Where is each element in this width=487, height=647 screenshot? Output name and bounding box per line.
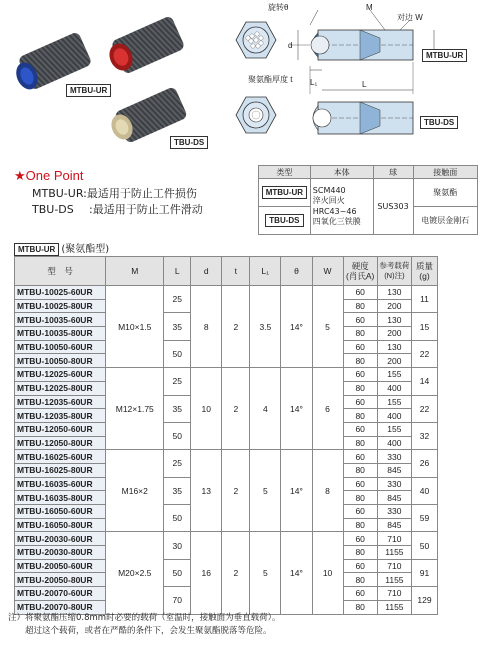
table-row — [15, 368, 438, 382]
m-cell: M20×2.5 — [106, 532, 164, 614]
theta-cell: 14° — [281, 450, 312, 532]
product-photos — [0, 0, 210, 155]
dim-t-label: 聚氨酯厚度 t — [248, 75, 293, 84]
load-cell: 845 — [377, 518, 411, 532]
mass-cell: 22 — [412, 340, 438, 367]
hardness-cell: 60 — [343, 450, 377, 464]
l-cell: 70 — [164, 587, 191, 614]
t-cell: 2 — [222, 450, 250, 532]
t-cell: 2 — [222, 286, 250, 368]
dim-l-label: L — [362, 80, 367, 89]
theta-cell: 14° — [281, 532, 312, 614]
mtbu-drawing-label: MTBU-UR — [422, 49, 467, 62]
l1-cell: 5 — [250, 532, 281, 614]
l-cell: 25 — [164, 286, 191, 313]
model-cell: MTBU-12050-80UR — [15, 436, 106, 450]
hardness-cell: 60 — [343, 587, 377, 601]
hardness-cell: 60 — [343, 313, 377, 327]
front-view-mtbu — [236, 22, 276, 58]
spec-header-t: t — [222, 257, 250, 286]
mat-type-mtbu: MTBU-UR — [259, 179, 311, 207]
hardness-cell: 60 — [343, 422, 377, 436]
load-cell: 710 — [377, 532, 411, 546]
dim-w-label: 对边 W — [397, 13, 423, 22]
hardness-cell: 60 — [343, 477, 377, 491]
hardness-cell: 80 — [343, 436, 377, 450]
mass-cell: 15 — [412, 313, 438, 340]
load-cell: 400 — [377, 436, 411, 450]
spec-header-w: W — [312, 257, 343, 286]
one-point-box — [14, 168, 254, 217]
model-cell: MTBU-16035-60UR — [15, 477, 106, 491]
model-cell: MTBU-12035-60UR — [15, 395, 106, 409]
theta-cell: 14° — [281, 368, 312, 450]
model-cell: MTBU-20030-80UR — [15, 546, 106, 560]
model-cell: MTBU-16025-80UR — [15, 463, 106, 477]
load-cell: 710 — [377, 587, 411, 601]
model-cell: MTBU-20050-60UR — [15, 559, 106, 573]
model-cell: MTBU-10050-80UR — [15, 354, 106, 368]
mass-cell: 91 — [412, 559, 438, 586]
l-cell: 35 — [164, 313, 191, 340]
l-cell: 25 — [164, 450, 191, 477]
load-cell: 1155 — [377, 600, 411, 614]
l-cell: 35 — [164, 395, 191, 422]
mass-cell: 22 — [412, 395, 438, 422]
model-cell: MTBU-20050-80UR — [15, 573, 106, 587]
dim-d-label: d — [288, 41, 293, 50]
spec-header-l: L — [164, 257, 191, 286]
load-cell: 155 — [377, 368, 411, 382]
hardness-cell: 80 — [343, 463, 377, 477]
spec-header-l1: L₁ — [250, 257, 281, 286]
model-cell: MTBU-12025-60UR — [15, 368, 106, 382]
hardness-cell: 60 — [343, 368, 377, 382]
l1-cell: 4 — [250, 368, 281, 450]
load-cell: 155 — [377, 422, 411, 436]
material-table — [258, 165, 478, 235]
hardness-cell: 80 — [343, 409, 377, 423]
l-cell: 35 — [164, 477, 191, 504]
mass-cell: 50 — [412, 532, 438, 559]
model-cell: MTBU-20070-80UR — [15, 600, 106, 614]
load-cell: 400 — [377, 381, 411, 395]
load-cell: 200 — [377, 299, 411, 313]
mat-header-ball: 球 — [373, 166, 413, 179]
table-row — [15, 532, 438, 546]
w-cell: 6 — [312, 368, 343, 450]
footnote-line-2: 超过这个载荷，或者在严酷的条件下，会发生聚氨酯脱落等危险。 — [8, 626, 272, 636]
mat-body: SCM440 淬火回火 HRC43~46 四氧化三铁膜 — [310, 179, 373, 235]
d-cell: 8 — [191, 286, 222, 368]
model-cell: MTBU-16050-60UR — [15, 505, 106, 519]
side-view-tbu — [313, 102, 413, 134]
hardness-cell: 60 — [343, 395, 377, 409]
load-cell: 200 — [377, 327, 411, 341]
l-cell: 50 — [164, 505, 191, 532]
mass-cell: 26 — [412, 450, 438, 477]
spec-header-theta: θ — [281, 257, 312, 286]
front-view-tbu — [236, 97, 276, 133]
load-cell: 130 — [377, 313, 411, 327]
spec-header-model: 型 号 — [15, 257, 106, 286]
footnote — [8, 612, 280, 638]
hardness-cell: 80 — [343, 518, 377, 532]
screw-red-photo — [105, 15, 185, 75]
model-cell: MTBU-10025-60UR — [15, 286, 106, 300]
spec-table — [14, 256, 438, 615]
load-cell: 845 — [377, 463, 411, 477]
load-cell: 845 — [377, 491, 411, 505]
model-cell: MTBU-10035-80UR — [15, 327, 106, 341]
d-cell: 16 — [191, 532, 222, 614]
l-cell: 25 — [164, 368, 191, 395]
theta-cell: 14° — [281, 286, 312, 368]
model-cell: MTBU-12035-80UR — [15, 409, 106, 423]
technical-drawing — [210, 0, 487, 158]
mass-cell: 59 — [412, 505, 438, 532]
hardness-cell: 80 — [343, 491, 377, 505]
hardness-cell: 80 — [343, 327, 377, 341]
t-cell: 2 — [222, 368, 250, 450]
m-cell: M12×1.75 — [106, 368, 164, 450]
mat-contact-tbu: 电镀层金刚石 — [413, 207, 477, 235]
model-cell: MTBU-10025-80UR — [15, 299, 106, 313]
one-point-line-1: MTBU-UR:最适用于防止工件损伤 — [32, 187, 197, 200]
hardness-cell: 80 — [343, 573, 377, 587]
hardness-cell: 80 — [343, 299, 377, 313]
model-cell: MTBU-12050-60UR — [15, 422, 106, 436]
l1-cell: 3.5 — [250, 286, 281, 368]
t-cell: 2 — [222, 532, 250, 614]
hardness-cell: 80 — [343, 600, 377, 614]
spec-header-hardness: 硬度 (肖氏A) — [343, 257, 377, 286]
l-cell: 50 — [164, 422, 191, 449]
mass-cell: 129 — [412, 587, 438, 614]
load-cell: 130 — [377, 340, 411, 354]
mat-type-tbu: TBU-DS — [259, 207, 311, 235]
dim-m-label: M — [366, 3, 373, 12]
hardness-cell: 60 — [343, 559, 377, 573]
model-cell: MTBU-16050-80UR — [15, 518, 106, 532]
tbu-drawing-label: TBU-DS — [420, 116, 458, 129]
one-point-line-2: TBU-DS :最适用于防止工件滑动 — [32, 203, 203, 216]
model-cell: MTBU-16025-60UR — [15, 450, 106, 464]
one-point-title: ★One Point — [14, 168, 84, 183]
hardness-cell: 80 — [343, 354, 377, 368]
l-cell: 50 — [164, 559, 191, 586]
spec-header-mass: 质量 (g) — [412, 257, 438, 286]
model-cell: MTBU-20030-60UR — [15, 532, 106, 546]
mat-header-type: 类型 — [259, 166, 311, 179]
load-cell: 400 — [377, 409, 411, 423]
w-cell: 10 — [312, 532, 343, 614]
mat-header-contact: 接触面 — [413, 166, 477, 179]
d-cell: 10 — [191, 368, 222, 450]
load-cell: 155 — [377, 395, 411, 409]
load-cell: 1155 — [377, 546, 411, 560]
hardness-cell: 60 — [343, 286, 377, 300]
load-cell: 130 — [377, 286, 411, 300]
m-cell: M10×1.5 — [106, 286, 164, 368]
hardness-cell: 60 — [343, 505, 377, 519]
hardness-cell: 80 — [343, 381, 377, 395]
mat-ball: SUS303 — [373, 179, 413, 235]
mass-cell: 11 — [412, 286, 438, 313]
d-cell: 13 — [191, 450, 222, 532]
mat-header-body: 本体 — [310, 166, 373, 179]
l1-cell: 5 — [250, 450, 281, 532]
m-cell: M16×2 — [106, 450, 164, 532]
section-title: MTBU-UR (聚氨酯型) — [14, 240, 109, 255]
footnote-line-1: 注）将聚氨酯压缩0.8mm时必要的载荷（室温时，接触面为垂直载荷）。 — [8, 613, 281, 623]
load-cell: 710 — [377, 559, 411, 573]
load-cell: 200 — [377, 354, 411, 368]
model-cell: MTBU-16035-80UR — [15, 491, 106, 505]
hardness-cell: 60 — [343, 340, 377, 354]
mass-cell: 40 — [412, 477, 438, 504]
table-row — [15, 450, 438, 464]
hardness-cell: 80 — [343, 546, 377, 560]
section-tag: MTBU-UR — [14, 243, 59, 256]
dim-rotation-label: 旋转θ — [268, 3, 289, 12]
mat-contact-mtbu: 聚氨酯 — [413, 179, 477, 207]
mtbu-photo-label: MTBU-UR — [66, 84, 111, 97]
tbu-photo-label: TBU-DS — [170, 136, 208, 149]
load-cell: 330 — [377, 477, 411, 491]
spec-header-m: M — [106, 257, 164, 286]
dim-l1-label: L₁ — [310, 78, 318, 87]
hardness-cell: 60 — [343, 532, 377, 546]
mass-cell: 32 — [412, 422, 438, 449]
load-cell: 330 — [377, 505, 411, 519]
model-cell: MTBU-12025-80UR — [15, 381, 106, 395]
load-cell: 1155 — [377, 573, 411, 587]
l-cell: 30 — [164, 532, 191, 559]
load-cell: 330 — [377, 450, 411, 464]
spec-header-d: d — [191, 257, 222, 286]
spec-header-load: 参考载荷 (N)注) — [377, 257, 411, 286]
model-cell: MTBU-20070-60UR — [15, 587, 106, 601]
model-cell: MTBU-10035-60UR — [15, 313, 106, 327]
mass-cell: 14 — [412, 368, 438, 395]
table-row — [15, 286, 438, 300]
w-cell: 8 — [312, 450, 343, 532]
w-cell: 5 — [312, 286, 343, 368]
model-cell: MTBU-10050-60UR — [15, 340, 106, 354]
l-cell: 50 — [164, 340, 191, 367]
